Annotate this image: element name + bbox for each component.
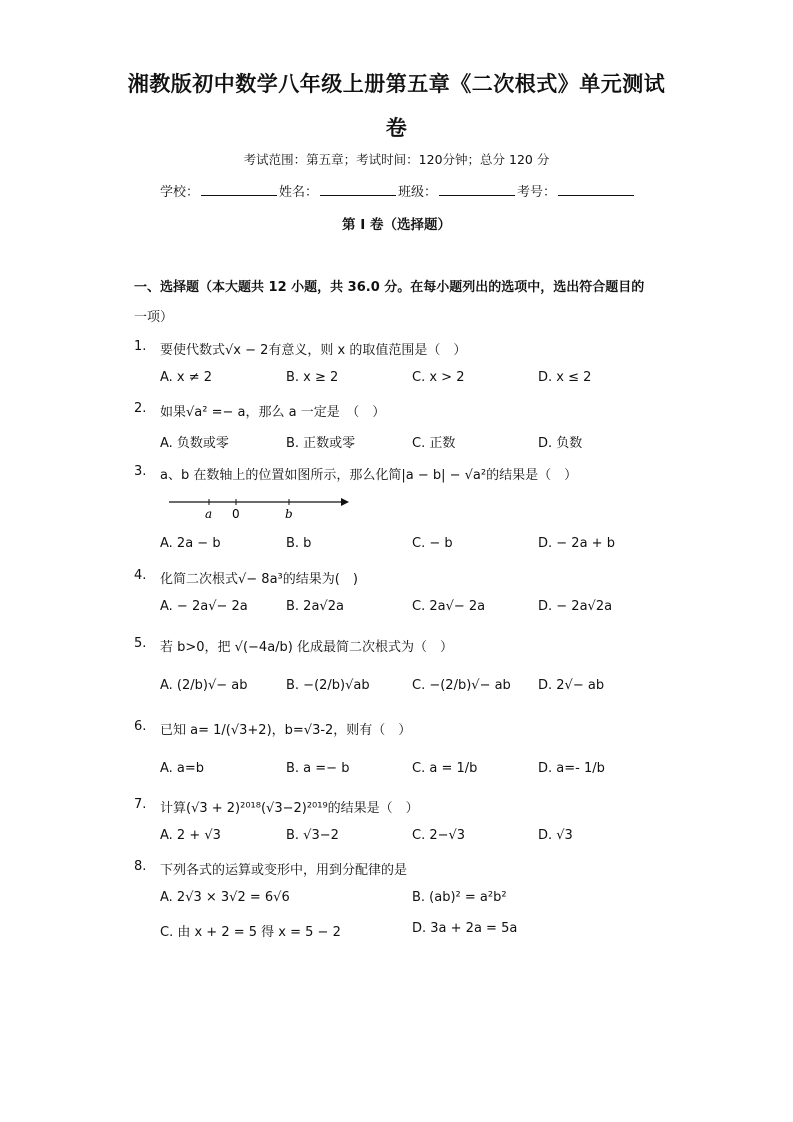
option-a[interactable]: A. 2√3 × 3√2 = 6√6 [160,890,290,905]
question-number: 6. [134,719,147,734]
option-c[interactable]: C. 由 x + 2 = 5 得 x = 5 − 2 [160,925,341,940]
exam-title-line1: 湘教版初中数学八年级上册第五章《二次根式》单元测试 [127,72,666,96]
tick-label-b: b [285,507,293,521]
field-examno-blank[interactable] [558,182,634,196]
number-line-arrow [341,498,349,506]
field-name-label: 姓名： [279,185,319,200]
option-c[interactable]: C. a = 1/b [412,761,478,776]
option-a[interactable]: A. x ≠ 2 [160,370,213,385]
option-a[interactable]: A. − 2a√− 2a [160,599,248,614]
question-number: 8. [134,859,147,874]
option-c[interactable]: C. 2a√− 2a [412,599,486,614]
number-line-figure [165,492,355,522]
option-b[interactable]: B. 正数或零 [286,436,356,451]
question-number: 2. [134,401,147,416]
question-number: 4. [134,568,147,583]
option-b[interactable]: B. b [286,536,312,551]
question-text: 下列各式的运算或变形中，用到分配律的是 [160,863,408,878]
option-d[interactable]: D. 负数 [538,436,583,451]
option-b[interactable]: B. a =− b [286,761,350,776]
question-text: 如果√a² =− a，那么 a 一定是 （ ） [160,405,386,420]
option-b[interactable]: B. x ≥ 2 [286,370,339,385]
option-a[interactable]: A. (2/b)√− ab [160,678,248,693]
field-school-label: 学校： [160,185,200,200]
option-d[interactable]: D. √3 [538,828,573,843]
option-a[interactable]: A. 2 + √3 [160,828,221,843]
option-a[interactable]: A. a=b [160,761,205,776]
exam-info: 考试范围：第五章；考试时间：120分钟；总分 120 分 [243,152,550,167]
option-c[interactable]: C. − b [412,536,453,551]
question-text: 要使代数式√x − 2有意义，则 x 的取值范围是（ ） [160,343,467,358]
option-b[interactable]: B. (ab)² = a²b² [412,890,507,905]
question-text: 化简二次根式√− 8a³的结果为( ) [160,572,358,587]
option-d[interactable]: D. 2√− ab [538,678,605,693]
question-number: 7. [134,797,147,812]
option-b[interactable]: B. −(2/b)√ab [286,678,370,693]
option-a[interactable]: A. 2a − b [160,536,221,551]
section-heading-line2: 一项） [134,310,174,325]
option-b[interactable]: B. √3−2 [286,828,339,843]
question-number: 5. [134,636,147,651]
student-info-fields [160,181,636,200]
option-b[interactable]: B. 2a√2a [286,599,344,614]
option-d[interactable]: D. a=- 1/b [538,761,605,776]
exam-title-line2: 卷 [385,116,408,140]
option-c[interactable]: C. 正数 [412,436,456,451]
field-class-label: 班级： [398,185,438,200]
field-class-blank[interactable] [439,182,515,196]
field-name-blank[interactable] [320,182,396,196]
option-c[interactable]: C. −(2/b)√− ab [412,678,511,693]
question-number: 3. [134,464,147,479]
option-c[interactable]: C. x > 2 [412,370,465,385]
tick-label-zero: 0 [232,507,240,521]
question-text: a、b 在数轴上的位置如图所示，那么化简|a − b| − √a²的结果是（ ） [160,468,578,483]
question-text: 已知 a= 1/(√3+2)，b=√3-2，则有（ ） [160,723,412,738]
option-d[interactable]: D. 3a + 2a = 5a [412,921,518,936]
section-heading-line1: 一、选择题（本大题共 12 小题，共 36.0 分。在每小题列出的选项中，选出符合题目的 [134,280,645,295]
field-examno-label: 考号： [517,185,557,200]
option-d[interactable]: D. − 2a√2a [538,599,613,614]
field-school-blank[interactable] [201,182,277,196]
tick-label-a: a [205,507,213,521]
option-c[interactable]: C. 2−√3 [412,828,466,843]
volume-heading: 第 I 卷（选择题） [342,217,451,233]
option-a[interactable]: A. 负数或零 [160,436,229,451]
question-text: 计算(√3 + 2)²⁰¹⁸(√3−2)²⁰¹⁹的结果是（ ） [160,801,419,816]
question-text: 若 b>0，把 √(−4a/b) 化成最简二次根式为（ ） [160,640,454,655]
option-d[interactable]: D. − 2a + b [538,536,615,551]
question-number: 1. [134,339,147,354]
option-d[interactable]: D. x ≤ 2 [538,370,592,385]
